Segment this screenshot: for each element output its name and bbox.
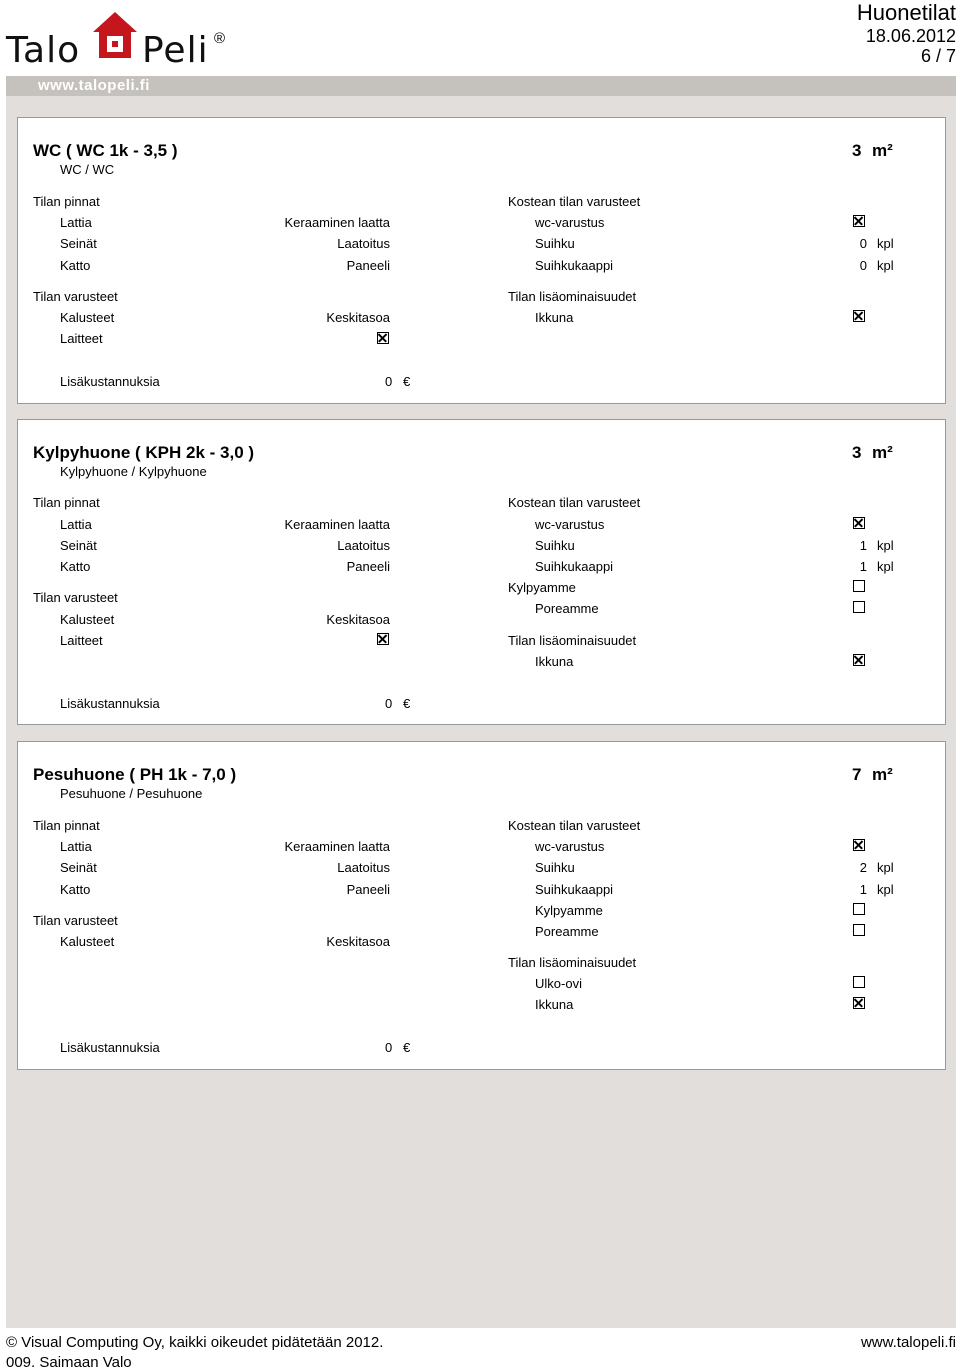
page-number: 6 / 7 xyxy=(920,46,956,66)
currency-symbol: € xyxy=(403,1040,411,1055)
devices-label: Laitteet xyxy=(60,633,103,648)
floor-value: Keraaminen laatta xyxy=(284,839,390,854)
room-card-kylpyhuone xyxy=(17,419,946,725)
floor-value: Keraaminen laatta xyxy=(284,215,390,230)
walls-label: Seinät xyxy=(60,860,97,875)
ceiling-label: Katto xyxy=(60,258,91,273)
window-checkbox-icon[interactable] xyxy=(853,310,865,322)
extra-costs-value: 0 xyxy=(385,374,393,389)
furniture-label: Kalusteet xyxy=(60,310,115,325)
window-checkbox-icon[interactable] xyxy=(853,654,865,666)
shower-cabinet-count: 0 xyxy=(859,258,867,273)
surfaces-heading: Tilan pinnat xyxy=(33,818,100,833)
wc-checkbox-icon[interactable] xyxy=(853,215,865,227)
room-subtitle: Pesuhuone / Pesuhuone xyxy=(60,786,203,801)
floor-value: Keraaminen laatta xyxy=(284,517,390,532)
shower-label: Suihku xyxy=(535,860,575,875)
copyright-text: © Visual Computing Oy, kaikki oikeudet pidätetään 2012. xyxy=(6,1334,384,1351)
walls-label: Seinät xyxy=(60,236,97,251)
room-card-pesuhuone xyxy=(17,741,946,1070)
surfaces-heading: Tilan pinnat xyxy=(33,495,100,510)
whirlpool-label: Poreamme xyxy=(535,924,599,939)
window-label: Ikkuna xyxy=(535,310,574,325)
walls-value: Laatoitus xyxy=(337,236,390,251)
extra-costs-value: 0 xyxy=(385,696,393,711)
wc-checkbox-icon[interactable] xyxy=(853,839,865,851)
shower-label: Suihku xyxy=(535,236,575,251)
shower-label: Suihku xyxy=(535,538,575,553)
room-area: 7 xyxy=(852,765,862,784)
shower-unit: kpl xyxy=(877,860,894,875)
outer-door-checkbox-icon[interactable] xyxy=(853,976,865,988)
bathtub-checkbox-icon[interactable] xyxy=(853,903,865,915)
equipment-heading: Tilan varusteet xyxy=(33,590,118,605)
shower-cabinet-unit: kpl xyxy=(877,258,894,273)
shower-count: 0 xyxy=(859,236,867,251)
whirlpool-checkbox-icon[interactable] xyxy=(853,601,865,613)
furniture-value: Keskitasoa xyxy=(326,310,390,325)
shower-cabinet-label: Suihkukaappi xyxy=(535,258,614,273)
floor-label: Lattia xyxy=(60,215,92,230)
extras-heading: Tilan lisäominaisuudet xyxy=(508,633,637,648)
ceiling-label: Katto xyxy=(60,559,91,574)
shower-cabinet-label: Suihkukaappi xyxy=(535,882,614,897)
room-area: 3 xyxy=(852,443,862,462)
shower-cabinet-label: Suihkukaappi xyxy=(535,559,614,574)
equipment-heading: Tilan varusteet xyxy=(33,289,118,304)
banner-url[interactable]: www.talopeli.fi xyxy=(38,77,150,94)
room-name: Kylpyhuone ( KPH 2k - 3,0 ) xyxy=(33,443,255,462)
devices-checkbox-icon[interactable] xyxy=(377,633,389,645)
registered-mark: ® xyxy=(214,30,226,47)
room-name: WC ( WC 1k - 3,5 ) xyxy=(33,141,178,160)
page-date: 18.06.2012 xyxy=(865,26,956,46)
extras-heading: Tilan lisäominaisuudet xyxy=(508,955,637,970)
wc-checkbox-icon[interactable] xyxy=(853,517,865,529)
devices-label: Laitteet xyxy=(60,331,103,346)
shower-cabinet-count: 1 xyxy=(859,559,867,574)
room-area: 3 xyxy=(852,141,862,160)
ceiling-value: Paneeli xyxy=(346,559,390,574)
wet-equipment-heading: Kostean tilan varusteet xyxy=(508,194,641,209)
house-icon xyxy=(90,10,140,62)
footer-site-link[interactable]: www.talopeli.fi xyxy=(860,1334,956,1351)
currency-symbol: € xyxy=(403,696,411,711)
furniture-label: Kalusteet xyxy=(60,934,115,949)
shower-count: 1 xyxy=(859,538,867,553)
room-subtitle: WC / WC xyxy=(60,162,115,177)
logo-text-left: Talo xyxy=(6,30,81,71)
bathtub-label: Kylpyamme xyxy=(508,580,576,595)
room-area-unit: m² xyxy=(872,765,893,784)
ceiling-label: Katto xyxy=(60,882,91,897)
room-area-unit: m² xyxy=(872,443,893,462)
whirlpool-label: Poreamme xyxy=(535,601,599,616)
wet-equipment-heading: Kostean tilan varusteet xyxy=(508,818,641,833)
shower-cabinet-count: 1 xyxy=(859,882,867,897)
wc-label: wc-varustus xyxy=(535,215,605,230)
window-label: Ikkuna xyxy=(535,654,574,669)
currency-symbol: € xyxy=(403,374,411,389)
shower-cabinet-unit: kpl xyxy=(877,882,894,897)
wet-equipment-heading: Kostean tilan varusteet xyxy=(508,495,641,510)
bathtub-checkbox-icon[interactable] xyxy=(853,580,865,592)
devices-checkbox-icon[interactable] xyxy=(377,332,389,344)
furniture-label: Kalusteet xyxy=(60,612,115,627)
shower-cabinet-unit: kpl xyxy=(877,559,894,574)
room-subtitle: Kylpyhuone / Kylpyhuone xyxy=(60,464,207,479)
bathtub-label: Kylpyamme xyxy=(535,903,603,918)
furniture-value: Keskitasoa xyxy=(326,612,390,627)
furniture-value: Keskitasoa xyxy=(326,934,390,949)
extras-heading: Tilan lisäominaisuudet xyxy=(508,289,637,304)
extra-costs-label: Lisäkustannuksia xyxy=(60,1040,160,1055)
wc-label: wc-varustus xyxy=(535,839,605,854)
ceiling-value: Paneeli xyxy=(346,258,390,273)
outer-door-label: Ulko-ovi xyxy=(535,976,582,991)
shower-count: 2 xyxy=(859,860,867,875)
floor-label: Lattia xyxy=(60,839,92,854)
window-checkbox-icon[interactable] xyxy=(853,997,865,1009)
whirlpool-checkbox-icon[interactable] xyxy=(853,924,865,936)
shower-unit: kpl xyxy=(877,538,894,553)
extra-costs-label: Lisäkustannuksia xyxy=(60,696,160,711)
shower-unit: kpl xyxy=(877,236,894,251)
room-name: Pesuhuone ( PH 1k - 7,0 ) xyxy=(33,765,237,784)
surfaces-heading: Tilan pinnat xyxy=(33,194,100,209)
wc-label: wc-varustus xyxy=(535,517,605,532)
project-name: 009. Saimaan Valo xyxy=(6,1354,132,1371)
site-banner xyxy=(6,76,956,96)
equipment-heading: Tilan varusteet xyxy=(33,913,118,928)
walls-value: Laatoitus xyxy=(337,538,390,553)
page-title: Huonetilat xyxy=(856,0,956,25)
walls-label: Seinät xyxy=(60,538,97,553)
extra-costs-label: Lisäkustannuksia xyxy=(60,374,160,389)
ceiling-value: Paneeli xyxy=(346,882,390,897)
talopeli-logo xyxy=(6,8,236,71)
extra-costs-value: 0 xyxy=(385,1040,393,1055)
room-card-wc xyxy=(17,117,946,404)
room-area-unit: m² xyxy=(872,141,893,160)
walls-value: Laatoitus xyxy=(337,860,390,875)
window-label: Ikkuna xyxy=(535,997,574,1012)
logo-text-right: Peli xyxy=(142,30,209,71)
floor-label: Lattia xyxy=(60,517,92,532)
